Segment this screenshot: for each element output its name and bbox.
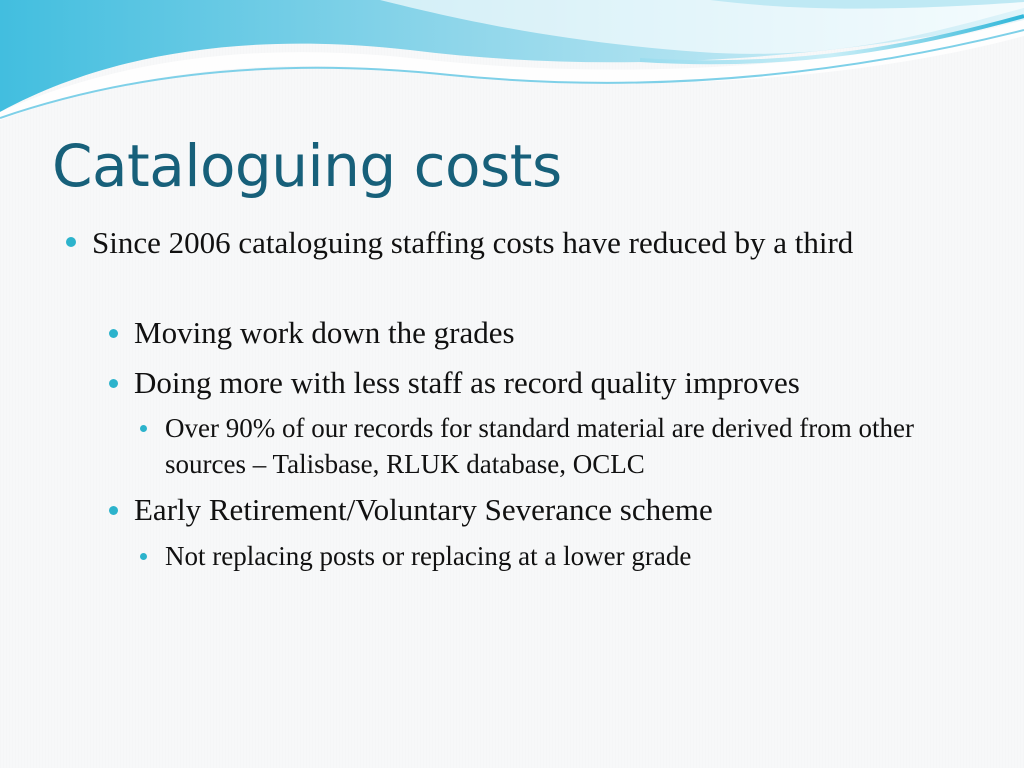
bullet-text: Since 2006 cataloguing staffing costs have reduced by a third [92, 225, 854, 260]
bullet-item [134, 363, 954, 403]
bullet-item [165, 538, 925, 574]
bullet-item [165, 410, 925, 482]
bullet-dot-icon [109, 379, 118, 388]
bullet-dot-icon [140, 425, 147, 432]
bullet-text: Not replacing posts or replacing at a lower grade [165, 541, 692, 571]
bullet-text: Early Retirement/Voluntary Severance scheme [134, 492, 713, 527]
bullet-item [134, 490, 954, 530]
bullet-item [134, 313, 954, 353]
bullet-item [92, 222, 932, 264]
slide-title: Cataloguing costs [52, 132, 562, 200]
bullet-dot-icon [109, 329, 118, 338]
bullet-dot-icon [140, 553, 147, 560]
bullet-dot-icon [109, 506, 118, 515]
bullet-text: Moving work down the grades [134, 315, 515, 350]
bullet-text: Doing more with less staff as record quality improves [134, 365, 800, 400]
bullet-text: Over 90% of our records for standard material are derived from other sources – Talisbase, RLUK database, OCLC [165, 413, 914, 479]
header-wave-decoration [0, 0, 1024, 130]
bullet-dot-icon [66, 237, 76, 247]
